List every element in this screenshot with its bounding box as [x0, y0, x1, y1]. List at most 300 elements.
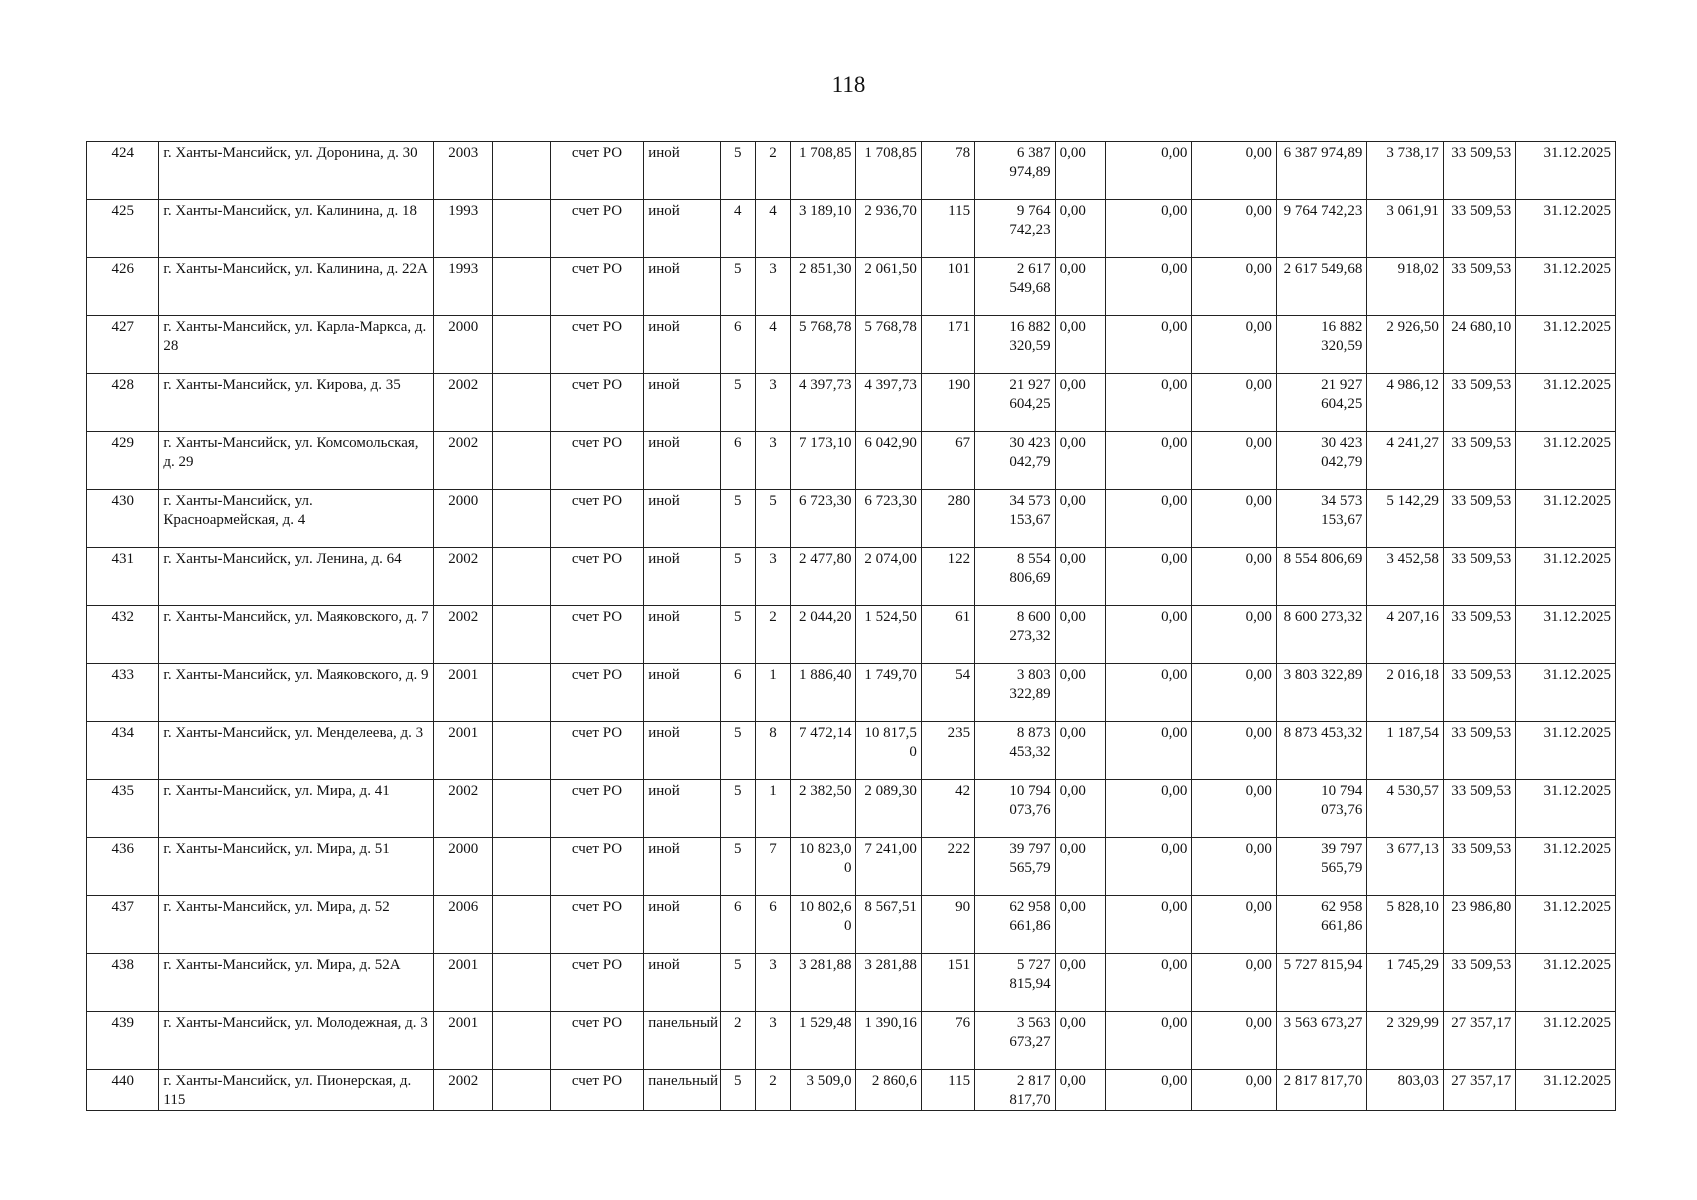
cell-year-built: 2001: [434, 954, 493, 1012]
cell-max-cost-per-sqm: 33 509,53: [1443, 490, 1515, 548]
cell-living-area: 2 860,6: [856, 1070, 921, 1111]
cell-wall-material: иной: [644, 258, 720, 316]
cell-cost-per-sqm: 803,03: [1367, 1070, 1443, 1111]
cell-wall-material: иной: [644, 142, 720, 200]
cell-deadline: 31.12.2025: [1516, 1012, 1616, 1070]
cell-cost-total: 10 794 073,76: [1276, 780, 1367, 838]
cell-floors: 5: [720, 374, 755, 432]
cell-cost-col-1: 0,00: [1055, 838, 1105, 896]
cell-living-area: 2 936,70: [856, 200, 921, 258]
cell-entrances: 6: [755, 896, 790, 954]
cell-cost-col-3: 0,00: [1192, 142, 1276, 200]
cell-deadline: 31.12.2025: [1516, 258, 1616, 316]
cell-residents: 222: [921, 838, 974, 896]
cell-year-built: 1993: [434, 200, 493, 258]
cell-total-cost: 8 873 453,32: [975, 722, 1055, 780]
cell-account-type: счет РО: [550, 838, 644, 896]
cell-residents: 76: [921, 1012, 974, 1070]
cell-total-area: 2 382,50: [791, 780, 856, 838]
table-row: [87, 258, 1616, 316]
cell-address: г. Ханты-Мансийск, ул. Красноармейская, д. 4: [159, 490, 434, 548]
cell-account-type: счет РО: [550, 258, 644, 316]
cell-cost-col-2: 0,00: [1105, 374, 1192, 432]
cell-residents: 115: [921, 1070, 974, 1111]
cell-cost-col-3: 0,00: [1192, 606, 1276, 664]
cell-floors: 5: [720, 490, 755, 548]
cell-deadline: 31.12.2025: [1516, 606, 1616, 664]
cell-cost-col-2: 0,00: [1105, 954, 1192, 1012]
cell-account-type: счет РО: [550, 200, 644, 258]
cell-residents: 42: [921, 780, 974, 838]
cell-wall-material: иной: [644, 606, 720, 664]
cell-cost-col-1: 0,00: [1055, 316, 1105, 374]
cell-cost-col-2: 0,00: [1105, 432, 1192, 490]
cell-cost-per-sqm: 5 828,10: [1367, 896, 1443, 954]
cell-living-area: 7 241,00: [856, 838, 921, 896]
cell-entrances: 3: [755, 374, 790, 432]
cell-max-cost-per-sqm: 33 509,53: [1443, 258, 1515, 316]
cell-total-cost: 39 797 565,79: [975, 838, 1055, 896]
cell-residents: 101: [921, 258, 974, 316]
cell-total-area: 6 723,30: [791, 490, 856, 548]
cell-max-cost-per-sqm: 23 986,80: [1443, 896, 1515, 954]
cell-cost-total: 34 573 153,67: [1276, 490, 1367, 548]
cell-cost-col-1: 0,00: [1055, 1070, 1105, 1111]
cell-total-area: 4 397,73: [791, 374, 856, 432]
cell-max-cost-per-sqm: 33 509,53: [1443, 548, 1515, 606]
cell-living-area: 6 042,90: [856, 432, 921, 490]
cell-cost-per-sqm: 5 142,29: [1367, 490, 1443, 548]
cell-row-number: 424: [87, 142, 159, 200]
cell-empty-col: [493, 780, 550, 838]
cell-floors: 6: [720, 664, 755, 722]
cell-row-number: 427: [87, 316, 159, 374]
cell-cost-per-sqm: 4 530,57: [1367, 780, 1443, 838]
cell-residents: 151: [921, 954, 974, 1012]
table-row: [87, 606, 1616, 664]
cell-account-type: счет РО: [550, 316, 644, 374]
cell-entrances: 2: [755, 1070, 790, 1111]
cell-address: г. Ханты-Мансийск, ул. Молодежная, д. 3: [159, 1012, 434, 1070]
table-row: [87, 200, 1616, 258]
cell-address: г. Ханты-Мансийск, ул. Доронина, д. 30: [159, 142, 434, 200]
cell-total-area: 3 509,0: [791, 1070, 856, 1111]
cell-address: г. Ханты-Мансийск, ул. Карла-Маркса, д. 28: [159, 316, 434, 374]
cell-total-area: 2 044,20: [791, 606, 856, 664]
cell-floors: 5: [720, 722, 755, 780]
cell-cost-total: 6 387 974,89: [1276, 142, 1367, 200]
cell-floors: 6: [720, 896, 755, 954]
cell-deadline: 31.12.2025: [1516, 374, 1616, 432]
cell-total-cost: 10 794 073,76: [975, 780, 1055, 838]
cell-cost-total: 3 563 673,27: [1276, 1012, 1367, 1070]
cell-max-cost-per-sqm: 33 509,53: [1443, 200, 1515, 258]
cell-cost-per-sqm: 3 677,13: [1367, 838, 1443, 896]
table-row: [87, 722, 1616, 780]
cell-cost-per-sqm: 3 452,58: [1367, 548, 1443, 606]
cell-max-cost-per-sqm: 33 509,53: [1443, 142, 1515, 200]
cell-address: г. Ханты-Мансийск, ул. Кирова, д. 35: [159, 374, 434, 432]
cell-entrances: 3: [755, 1012, 790, 1070]
cell-max-cost-per-sqm: 33 509,53: [1443, 664, 1515, 722]
cell-max-cost-per-sqm: 27 357,17: [1443, 1070, 1515, 1111]
cell-deadline: 31.12.2025: [1516, 896, 1616, 954]
cell-cost-col-1: 0,00: [1055, 780, 1105, 838]
cell-entrances: 2: [755, 142, 790, 200]
cell-empty-col: [493, 490, 550, 548]
cell-residents: 171: [921, 316, 974, 374]
cell-cost-per-sqm: 3 738,17: [1367, 142, 1443, 200]
cell-floors: 6: [720, 316, 755, 374]
cell-row-number: 425: [87, 200, 159, 258]
cell-deadline: 31.12.2025: [1516, 722, 1616, 780]
cell-empty-col: [493, 664, 550, 722]
cell-cost-per-sqm: 3 061,91: [1367, 200, 1443, 258]
cell-year-built: 2000: [434, 490, 493, 548]
cell-cost-per-sqm: 2 016,18: [1367, 664, 1443, 722]
cell-deadline: 31.12.2025: [1516, 432, 1616, 490]
cell-total-cost: 3 563 673,27: [975, 1012, 1055, 1070]
cell-row-number: 433: [87, 664, 159, 722]
cell-cost-col-2: 0,00: [1105, 1012, 1192, 1070]
cell-cost-total: 21 927 604,25: [1276, 374, 1367, 432]
cell-cost-col-3: 0,00: [1192, 664, 1276, 722]
cell-entrances: 1: [755, 664, 790, 722]
cell-empty-col: [493, 548, 550, 606]
cell-cost-col-3: 0,00: [1192, 258, 1276, 316]
cell-residents: 115: [921, 200, 974, 258]
cell-living-area: 1 390,16: [856, 1012, 921, 1070]
cell-address: г. Ханты-Мансийск, ул. Мира, д. 52: [159, 896, 434, 954]
cell-max-cost-per-sqm: 33 509,53: [1443, 606, 1515, 664]
cell-cost-per-sqm: 2 329,99: [1367, 1012, 1443, 1070]
cell-max-cost-per-sqm: 33 509,53: [1443, 954, 1515, 1012]
cell-deadline: 31.12.2025: [1516, 954, 1616, 1012]
cell-account-type: счет РО: [550, 780, 644, 838]
cell-wall-material: иной: [644, 432, 720, 490]
cell-floors: 4: [720, 200, 755, 258]
cell-cost-col-3: 0,00: [1192, 954, 1276, 1012]
cell-cost-total: 8 873 453,32: [1276, 722, 1367, 780]
cell-total-cost: 21 927 604,25: [975, 374, 1055, 432]
cell-cost-total: 39 797 565,79: [1276, 838, 1367, 896]
cell-cost-per-sqm: 1 745,29: [1367, 954, 1443, 1012]
cell-address: г. Ханты-Мансийск, ул. Пионерская, д. 115: [159, 1070, 434, 1111]
cell-total-cost: 5 727 815,94: [975, 954, 1055, 1012]
cell-max-cost-per-sqm: 33 509,53: [1443, 722, 1515, 780]
table-row: [87, 896, 1616, 954]
cell-cost-total: 30 423 042,79: [1276, 432, 1367, 490]
cell-entrances: 5: [755, 490, 790, 548]
cell-wall-material: иной: [644, 722, 720, 780]
cell-cost-col-2: 0,00: [1105, 606, 1192, 664]
cell-total-area: 2 477,80: [791, 548, 856, 606]
cell-max-cost-per-sqm: 33 509,53: [1443, 374, 1515, 432]
cell-address: г. Ханты-Мансийск, ул. Мира, д. 51: [159, 838, 434, 896]
cell-row-number: 430: [87, 490, 159, 548]
cell-living-area: 6 723,30: [856, 490, 921, 548]
cell-cost-col-3: 0,00: [1192, 548, 1276, 606]
cell-total-cost: 2 817 817,70: [975, 1070, 1055, 1111]
cell-wall-material: иной: [644, 954, 720, 1012]
cell-cost-col-2: 0,00: [1105, 548, 1192, 606]
cell-cost-col-1: 0,00: [1055, 664, 1105, 722]
cell-cost-total: 62 958 661,86: [1276, 896, 1367, 954]
cell-account-type: счет РО: [550, 1012, 644, 1070]
cell-cost-col-1: 0,00: [1055, 606, 1105, 664]
cell-wall-material: иной: [644, 548, 720, 606]
cell-row-number: 439: [87, 1012, 159, 1070]
cell-floors: 5: [720, 548, 755, 606]
cell-cost-per-sqm: 4 241,27: [1367, 432, 1443, 490]
cell-cost-col-1: 0,00: [1055, 1012, 1105, 1070]
cell-year-built: 2002: [434, 548, 493, 606]
cell-row-number: 435: [87, 780, 159, 838]
cell-cost-total: 8 554 806,69: [1276, 548, 1367, 606]
cell-floors: 2: [720, 1012, 755, 1070]
cell-cost-col-1: 0,00: [1055, 142, 1105, 200]
cell-address: г. Ханты-Мансийск, ул. Комсомольская, д. 29: [159, 432, 434, 490]
cell-address: г. Ханты-Мансийск, ул. Мира, д. 41: [159, 780, 434, 838]
cell-living-area: 2 074,00: [856, 548, 921, 606]
cell-max-cost-per-sqm: 33 509,53: [1443, 780, 1515, 838]
cell-account-type: счет РО: [550, 142, 644, 200]
cell-cost-col-2: 0,00: [1105, 1070, 1192, 1111]
cell-cost-col-1: 0,00: [1055, 896, 1105, 954]
cell-max-cost-per-sqm: 33 509,53: [1443, 432, 1515, 490]
cell-total-cost: 8 554 806,69: [975, 548, 1055, 606]
cell-residents: 280: [921, 490, 974, 548]
cell-max-cost-per-sqm: 27 357,17: [1443, 1012, 1515, 1070]
cell-empty-col: [493, 1012, 550, 1070]
cell-deadline: 31.12.2025: [1516, 1070, 1616, 1111]
cell-cost-per-sqm: 2 926,50: [1367, 316, 1443, 374]
cell-cost-col-2: 0,00: [1105, 142, 1192, 200]
cell-account-type: счет РО: [550, 954, 644, 1012]
cell-cost-col-1: 0,00: [1055, 374, 1105, 432]
cell-cost-col-2: 0,00: [1105, 780, 1192, 838]
cell-year-built: 1993: [434, 258, 493, 316]
cell-cost-col-1: 0,00: [1055, 548, 1105, 606]
cell-row-number: 429: [87, 432, 159, 490]
cell-cost-col-3: 0,00: [1192, 780, 1276, 838]
cell-entrances: 7: [755, 838, 790, 896]
cell-living-area: 1 524,50: [856, 606, 921, 664]
cell-row-number: 440: [87, 1070, 159, 1111]
cell-account-type: счет РО: [550, 896, 644, 954]
cell-account-type: счет РО: [550, 374, 644, 432]
cell-total-area: 7 472,14: [791, 722, 856, 780]
cell-cost-per-sqm: 4 986,12: [1367, 374, 1443, 432]
cell-account-type: счет РО: [550, 490, 644, 548]
cell-entrances: 3: [755, 258, 790, 316]
cell-empty-col: [493, 722, 550, 780]
cell-cost-per-sqm: 918,02: [1367, 258, 1443, 316]
cell-floors: 5: [720, 142, 755, 200]
cell-deadline: 31.12.2025: [1516, 664, 1616, 722]
table-row: [87, 954, 1616, 1012]
cell-total-area: 3 189,10: [791, 200, 856, 258]
cell-empty-col: [493, 258, 550, 316]
cell-address: г. Ханты-Мансийск, ул. Маяковского, д. 9: [159, 664, 434, 722]
cell-cost-col-2: 0,00: [1105, 838, 1192, 896]
cell-cost-col-3: 0,00: [1192, 490, 1276, 548]
cell-row-number: 432: [87, 606, 159, 664]
cell-cost-col-1: 0,00: [1055, 258, 1105, 316]
cell-floors: 5: [720, 954, 755, 1012]
cell-entrances: 8: [755, 722, 790, 780]
cell-year-built: 2006: [434, 896, 493, 954]
cell-total-area: 5 768,78: [791, 316, 856, 374]
cell-entrances: 4: [755, 316, 790, 374]
cell-account-type: счет РО: [550, 606, 644, 664]
cell-wall-material: иной: [644, 316, 720, 374]
cell-living-area: 5 768,78: [856, 316, 921, 374]
cell-floors: 5: [720, 606, 755, 664]
cell-residents: 54: [921, 664, 974, 722]
cell-row-number: 437: [87, 896, 159, 954]
table-row: [87, 490, 1616, 548]
cell-cost-col-1: 0,00: [1055, 954, 1105, 1012]
cell-account-type: счет РО: [550, 548, 644, 606]
cell-total-cost: 3 803 322,89: [975, 664, 1055, 722]
table-row: [87, 142, 1616, 200]
cell-total-area: 2 851,30: [791, 258, 856, 316]
cell-deadline: 31.12.2025: [1516, 780, 1616, 838]
cell-total-cost: 34 573 153,67: [975, 490, 1055, 548]
cell-empty-col: [493, 606, 550, 664]
cell-total-cost: 2 617 549,68: [975, 258, 1055, 316]
cell-year-built: 2002: [434, 606, 493, 664]
cell-year-built: 2000: [434, 838, 493, 896]
cell-cost-total: 9 764 742,23: [1276, 200, 1367, 258]
cell-wall-material: иной: [644, 490, 720, 548]
page-number: 118: [831, 72, 866, 97]
cell-floors: 5: [720, 258, 755, 316]
cell-entrances: 2: [755, 606, 790, 664]
cell-row-number: 434: [87, 722, 159, 780]
cell-living-area: 1 708,85: [856, 142, 921, 200]
cell-total-cost: 8 600 273,32: [975, 606, 1055, 664]
cell-cost-col-1: 0,00: [1055, 432, 1105, 490]
cell-living-area: 4 397,73: [856, 374, 921, 432]
cell-total-area: 1 886,40: [791, 664, 856, 722]
cell-living-area: 8 567,51: [856, 896, 921, 954]
cell-total-cost: 9 764 742,23: [975, 200, 1055, 258]
cell-wall-material: панельный: [644, 1012, 720, 1070]
cell-residents: 67: [921, 432, 974, 490]
cell-year-built: 2001: [434, 664, 493, 722]
table-row: [87, 1070, 1616, 1111]
cell-max-cost-per-sqm: 33 509,53: [1443, 838, 1515, 896]
cell-living-area: 2 089,30: [856, 780, 921, 838]
cell-floors: 5: [720, 780, 755, 838]
cell-year-built: 2000: [434, 316, 493, 374]
cell-max-cost-per-sqm: 24 680,10: [1443, 316, 1515, 374]
cell-residents: 90: [921, 896, 974, 954]
cell-wall-material: иной: [644, 664, 720, 722]
table-row: [87, 548, 1616, 606]
cell-wall-material: иной: [644, 780, 720, 838]
cell-entrances: 3: [755, 432, 790, 490]
cell-residents: 61: [921, 606, 974, 664]
cell-floors: 6: [720, 432, 755, 490]
table-row: [87, 374, 1616, 432]
cell-row-number: 426: [87, 258, 159, 316]
cell-year-built: 2002: [434, 374, 493, 432]
table-row: [87, 316, 1616, 374]
cell-living-area: 2 061,50: [856, 258, 921, 316]
cell-year-built: 2001: [434, 1012, 493, 1070]
table-body: [87, 142, 1616, 1111]
cell-entrances: 3: [755, 954, 790, 1012]
cell-total-area: 1 529,48: [791, 1012, 856, 1070]
cell-cost-col-2: 0,00: [1105, 490, 1192, 548]
cell-row-number: 436: [87, 838, 159, 896]
cell-total-area: 7 173,10: [791, 432, 856, 490]
cell-cost-total: 3 803 322,89: [1276, 664, 1367, 722]
cell-empty-col: [493, 374, 550, 432]
cell-cost-col-1: 0,00: [1055, 722, 1105, 780]
cell-cost-total: 2 617 549,68: [1276, 258, 1367, 316]
cell-living-area: 3 281,88: [856, 954, 921, 1012]
table-row: [87, 780, 1616, 838]
cell-empty-col: [493, 896, 550, 954]
cell-cost-total: 8 600 273,32: [1276, 606, 1367, 664]
cell-residents: 190: [921, 374, 974, 432]
cell-cost-col-3: 0,00: [1192, 200, 1276, 258]
cell-cost-total: 2 817 817,70: [1276, 1070, 1367, 1111]
cell-cost-col-3: 0,00: [1192, 1070, 1276, 1111]
cell-cost-per-sqm: 4 207,16: [1367, 606, 1443, 664]
table-row: [87, 432, 1616, 490]
housing-register-table: [86, 141, 1616, 1111]
cell-entrances: 3: [755, 548, 790, 606]
cell-cost-col-2: 0,00: [1105, 258, 1192, 316]
cell-address: г. Ханты-Мансийск, ул. Мира, д. 52А: [159, 954, 434, 1012]
cell-address: г. Ханты-Мансийск, ул. Калинина, д. 22А: [159, 258, 434, 316]
cell-residents: 235: [921, 722, 974, 780]
cell-year-built: 2001: [434, 722, 493, 780]
cell-account-type: счет РО: [550, 722, 644, 780]
cell-cost-per-sqm: 1 187,54: [1367, 722, 1443, 780]
cell-year-built: 2003: [434, 142, 493, 200]
cell-entrances: 1: [755, 780, 790, 838]
cell-cost-col-3: 0,00: [1192, 896, 1276, 954]
cell-cost-total: 16 882 320,59: [1276, 316, 1367, 374]
cell-empty-col: [493, 1070, 550, 1111]
cell-deadline: 31.12.2025: [1516, 548, 1616, 606]
cell-cost-col-2: 0,00: [1105, 722, 1192, 780]
cell-cost-total: 5 727 815,94: [1276, 954, 1367, 1012]
cell-cost-col-2: 0,00: [1105, 316, 1192, 374]
cell-entrances: 4: [755, 200, 790, 258]
cell-account-type: счет РО: [550, 664, 644, 722]
cell-total-area: 10 823,00: [791, 838, 856, 896]
cell-deadline: 31.12.2025: [1516, 316, 1616, 374]
cell-account-type: счет РО: [550, 1070, 644, 1111]
cell-address: г. Ханты-Мансийск, ул. Маяковского, д. 7: [159, 606, 434, 664]
cell-living-area: 10 817,50: [856, 722, 921, 780]
cell-empty-col: [493, 200, 550, 258]
cell-cost-col-3: 0,00: [1192, 316, 1276, 374]
cell-year-built: 2002: [434, 780, 493, 838]
cell-wall-material: иной: [644, 374, 720, 432]
cell-empty-col: [493, 838, 550, 896]
table-row: [87, 664, 1616, 722]
table-row: [87, 838, 1616, 896]
cell-account-type: счет РО: [550, 432, 644, 490]
